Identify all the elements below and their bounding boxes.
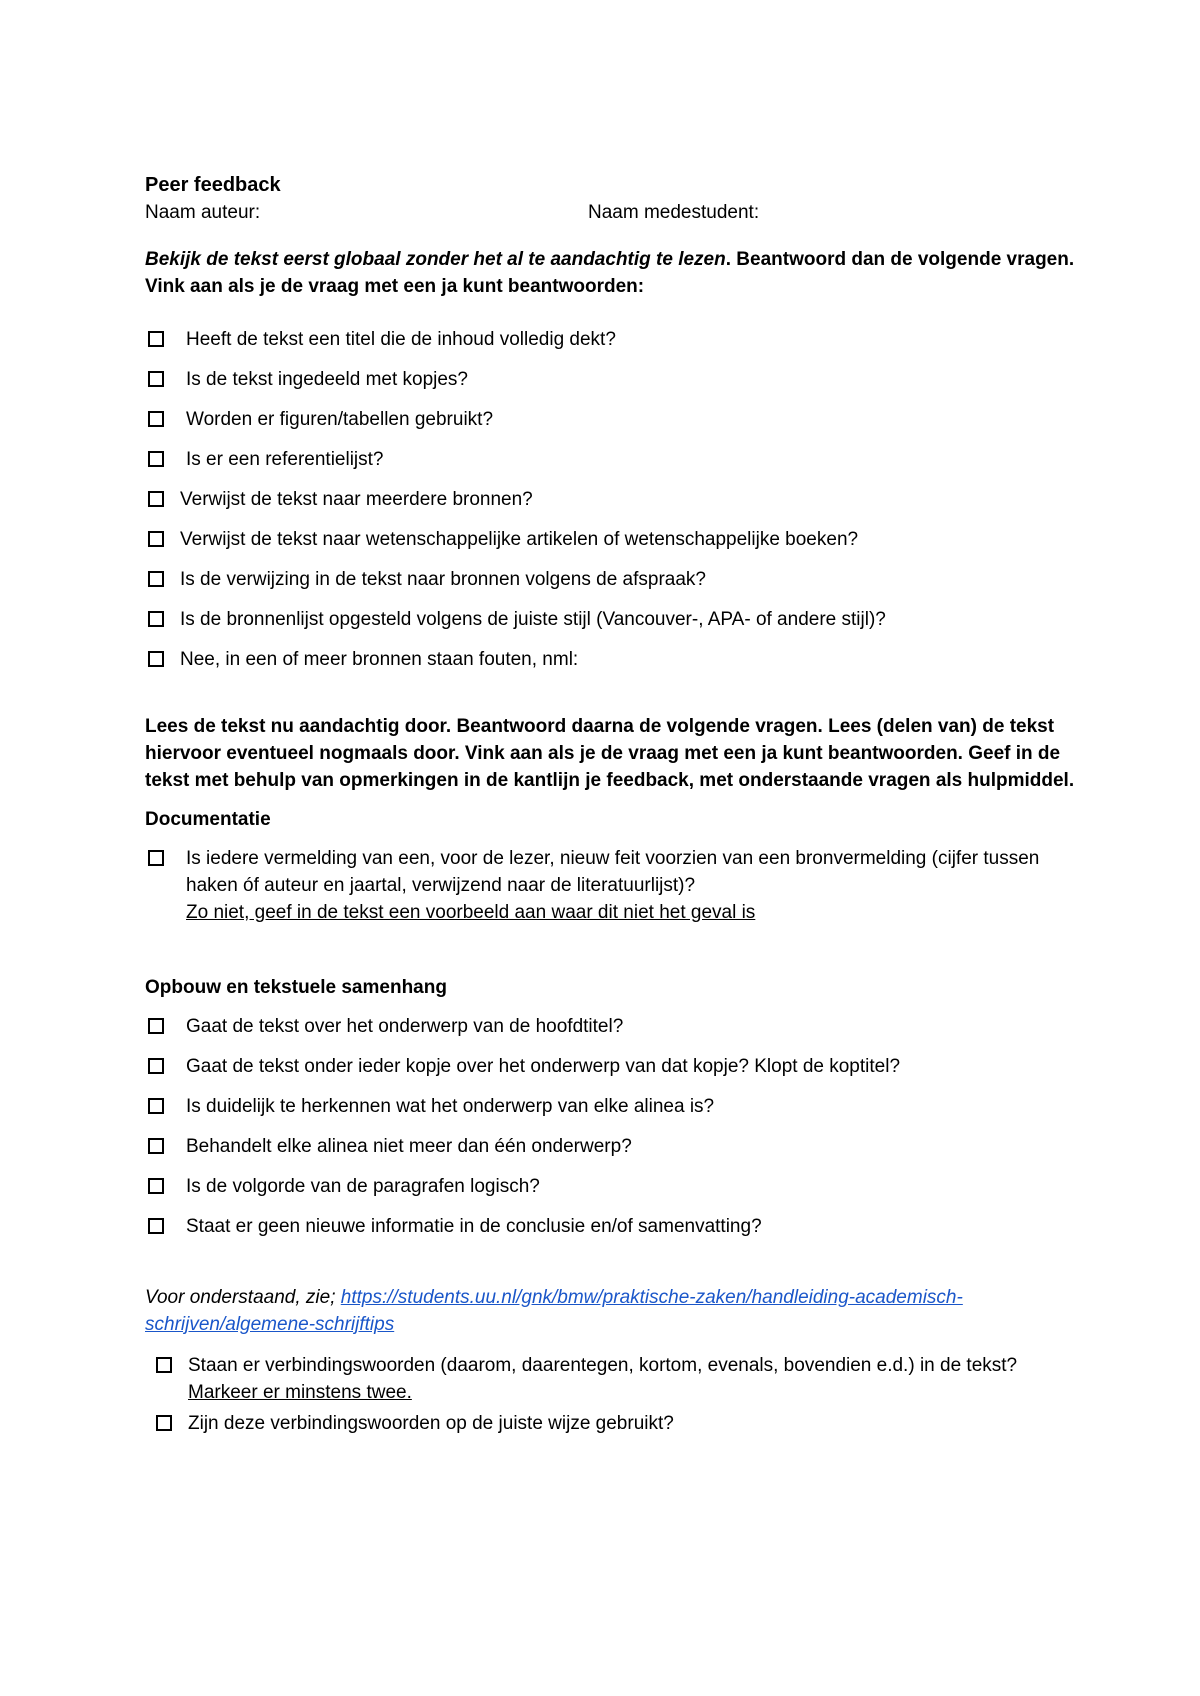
reference-note: [145, 1284, 1075, 1338]
checkbox[interactable]: [148, 531, 164, 547]
opbouw-checklist: [145, 1013, 1075, 1240]
name-fields: [145, 199, 1075, 226]
checkbox[interactable]: [156, 1357, 172, 1373]
checklist-item[interactable]: Verwijst de tekst naar meerdere bronnen?: [145, 486, 1075, 513]
document-body: [145, 172, 1075, 1441]
checkbox[interactable]: [148, 331, 164, 347]
checkbox[interactable]: [148, 1138, 164, 1154]
connectives-usage-question: Zijn deze verbindingswoorden op de juiste wijze gebruikt?: [188, 1413, 674, 1434]
checklist-item[interactable]: Gaat de tekst onder ieder kopje over het onderwerp van dat kopje? Klopt de koptitel?: [145, 1053, 1075, 1080]
documentatie-heading: Documentatie: [145, 809, 271, 830]
checkbox[interactable]: [148, 571, 164, 587]
section2-instructions: Lees de tekst nu aandachtig door. Beantwoord daarna de volgende vragen. Lees (delen van) de tekst hiervoor eventueel nogmaals door. Vink aan als je de vraag met een ja kunt beantwoorden. Geef in de tekst met behulp van opmerkingen in de kantlijn je feedback, met onderstaande vragen als hulpmiddel.: [145, 716, 1075, 791]
checklist-item[interactable]: Staat er geen nieuwe informatie in de conclusie en/of samenvatting?: [145, 1213, 1075, 1240]
checkbox[interactable]: [148, 850, 164, 866]
checklist-item[interactable]: [153, 1410, 1075, 1437]
checkbox[interactable]: [148, 1058, 164, 1074]
checklist-item[interactable]: Behandelt elke alinea niet meer dan één onderwerp?: [145, 1133, 1075, 1160]
checkbox[interactable]: [148, 411, 164, 427]
peer-name-label: Naam medestudent:: [588, 202, 760, 223]
page-title: Peer feedback: [145, 174, 281, 196]
opbouw-heading: Opbouw en tekstuele samenhang: [145, 977, 447, 998]
author-name-label: Naam auteur:: [145, 202, 261, 223]
checkbox[interactable]: [148, 611, 164, 627]
checklist-item[interactable]: Worden er figuren/tabellen gebruikt?: [145, 406, 1075, 433]
checkbox[interactable]: [148, 491, 164, 507]
checkbox[interactable]: [156, 1415, 172, 1431]
checklist-item[interactable]: Is duidelijk te herkennen wat het onderwerp van elke alinea is?: [145, 1093, 1075, 1120]
documentatie-checklist: [145, 845, 1075, 926]
checklist-item[interactable]: Is de volgorde van de paragrafen logisch?: [145, 1173, 1075, 1200]
checklist-item[interactable]: Heeft de tekst een titel die de inhoud volledig dekt?: [145, 326, 1075, 353]
connectives-question: Staan er verbindingswoorden (daarom, daarentegen, kortom, evenals, bovendien e.d.) in de tekst?: [188, 1355, 1018, 1376]
intro-rest: . Beantwoord dan de volgende vragen. Vink aan als je de vraag met een ja kunt beantwoorden:: [145, 249, 1075, 297]
checkbox[interactable]: [148, 1098, 164, 1114]
checkbox[interactable]: [148, 651, 164, 667]
checkbox[interactable]: [148, 451, 164, 467]
checklist-item[interactable]: Is de verwijzing in de tekst naar bronnen volgens de afspraak?: [145, 566, 1075, 593]
checkbox[interactable]: [148, 1218, 164, 1234]
checklist-item[interactable]: Gaat de tekst over het onderwerp van de hoofdtitel?: [145, 1013, 1075, 1040]
documentatie-question: Is iedere vermelding van een, voor de lezer, nieuw feit voorzien van een bronvermelding (cijfer tussen haken óf auteur en jaartal, verwijzend naar de literatuurlijst)?: [186, 848, 1040, 896]
intro-italic: Bekijk de tekst eerst globaal zonder het al te aandachtig te lezen: [145, 249, 726, 270]
checklist-item[interactable]: Is de bronnenlijst opgesteld volgens de juiste stijl (Vancouver-, APA- of andere stijl)?: [145, 606, 1075, 633]
checklist-item[interactable]: [153, 1352, 1075, 1406]
checklist-item[interactable]: Is de tekst ingedeeld met kopjes?: [145, 366, 1075, 393]
intro-instructions: [145, 246, 1075, 300]
global-checklist: [145, 326, 1075, 673]
schrijftips-link[interactable]: https://students.uu.nl/gnk/bmw/praktische-zaken/handleiding-academisch-schrijven/algemene-schrijftips: [145, 1287, 963, 1335]
checklist-item[interactable]: Is er een referentielijst?: [145, 446, 1075, 473]
note-prefix: Voor onderstaand, zie;: [145, 1287, 341, 1308]
documentatie-instruction: Zo niet, geef in de tekst een voorbeeld aan waar dit niet het geval is: [186, 902, 756, 923]
checkbox[interactable]: [148, 1018, 164, 1034]
checklist-item[interactable]: Nee, in een of meer bronnen staan fouten, nml:: [145, 646, 1075, 673]
connective-checklist: [145, 1352, 1075, 1437]
checkbox[interactable]: [148, 1178, 164, 1194]
checkbox[interactable]: [148, 371, 164, 387]
connectives-instruction: Markeer er minstens twee.: [188, 1382, 412, 1403]
checklist-item[interactable]: [145, 845, 1075, 926]
checklist-item[interactable]: Verwijst de tekst naar wetenschappelijke artikelen of wetenschappelijke boeken?: [145, 526, 1075, 553]
